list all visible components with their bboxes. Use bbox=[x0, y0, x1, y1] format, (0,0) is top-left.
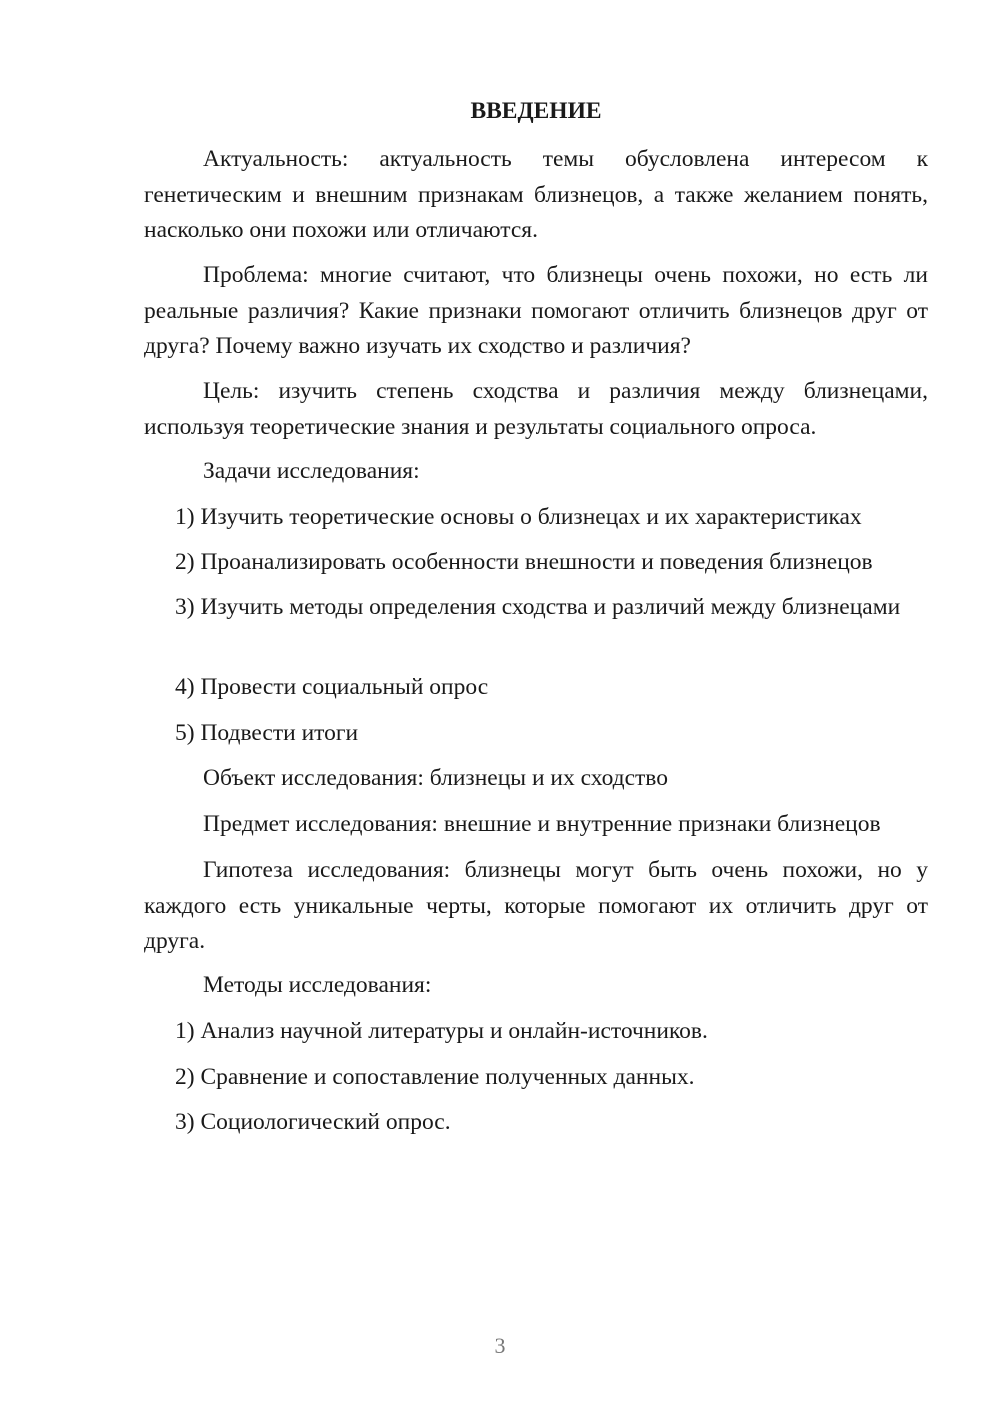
method-item-1: 1) Анализ научной литературы и онлайн-источников. bbox=[175, 1018, 708, 1044]
hypothesis-paragraph: Гипотеза исследования: близнецы могут быть очень похожи, но у каждого есть уникальные черты, которые помогают их отличить друг от друга. bbox=[144, 857, 928, 954]
method-item-2: 2) Сравнение и сопоставление полученных данных. bbox=[175, 1064, 695, 1090]
object-paragraph: Объект исследования: близнецы и их сходство bbox=[203, 765, 668, 791]
task-item-1: 1) Изучить теоретические основы о близнецах и их характеристиках bbox=[175, 504, 862, 530]
tasks-heading: Задачи исследования: bbox=[203, 458, 420, 484]
task-item-4: 4) Провести социальный опрос bbox=[175, 674, 489, 700]
task-item-5: 5) Подвести итоги bbox=[175, 720, 359, 746]
goal-paragraph: Цель: изучить степень сходства и различия между близнецами, используя теоретические знания и результаты социального опроса. bbox=[144, 378, 928, 440]
subject-paragraph: Предмет исследования: внешние и внутренние признаки близнецов bbox=[203, 811, 881, 837]
task-item-2: 2) Проанализировать особенности внешности и поведения близнецов bbox=[175, 549, 873, 575]
section-title: ВВЕДЕНИЕ bbox=[470, 98, 602, 124]
relevance-paragraph: Актуальность: актуальность темы обусловлена интересом к генетическим и внешним признакам близнецов, а также желанием понять, насколько они похожи или отличаются. bbox=[144, 146, 928, 243]
page-number: 3 bbox=[494, 1333, 506, 1358]
problem-paragraph: Проблема: многие считают, что близнецы очень похожи, но есть ли реальные различия? Какие признаки помогают отличить близнецов друг от друга? Почему важно изучать их сходство и различия? bbox=[144, 262, 928, 359]
method-item-3: 3) Социологический опрос. bbox=[175, 1109, 451, 1135]
methods-heading: Методы исследования: bbox=[203, 972, 432, 998]
task-item-3: 3) Изучить методы определения сходства и различий между близнецами bbox=[175, 594, 901, 620]
